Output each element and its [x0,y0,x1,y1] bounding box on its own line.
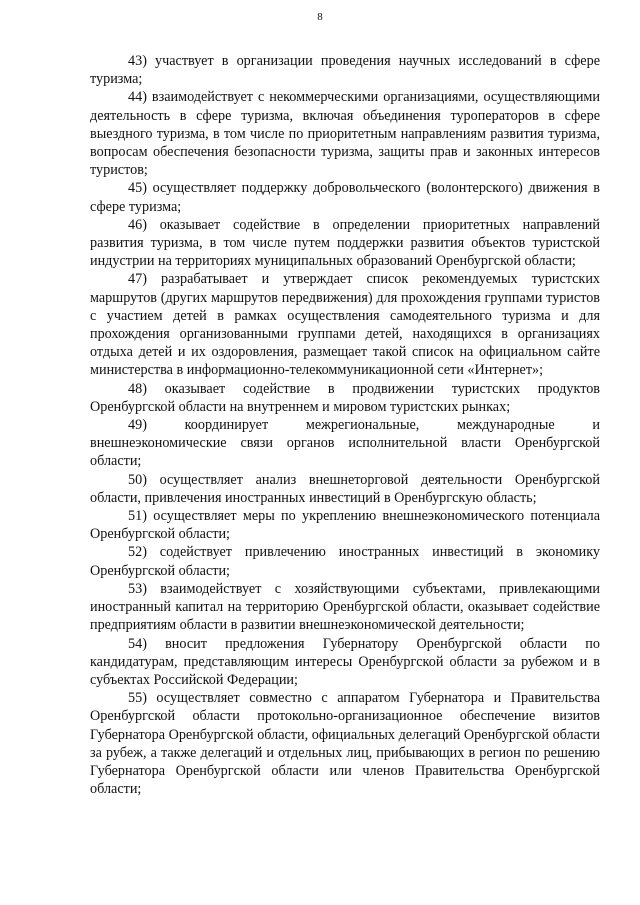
paragraph-54: 54) вносит предложения Губернатору Оренбургской области по кандидатурам, представляющим интересы Оренбургской области за рубежом и в субъектах Российской Федерации; [90,635,600,688]
paragraph-50: 50) осуществляет анализ внешнеторговой деятельности Оренбургской области, привлечения иностранных инвестиций в Оренбургскую область; [90,471,600,506]
paragraph-48: 48) оказывает содействие в продвижении туристских продуктов Оренбургской области на внутреннем и мировом туристских рынках; [90,380,600,415]
paragraph-53: 53) взаимодействует с хозяйствующими субъектами, привлекающими иностранный капитал на территорию Оренбургской области, оказывает содействие предприятиям области в развитии внешнеэкономической деятельности; [90,580,600,634]
paragraph-52: 52) содействует привлечению иностранных инвестиций в экономику Оренбургской области; [90,544,600,579]
paragraph-51: 51) осуществляет меры по укреплению внешнеэкономического потенциала Оренбургской области; [90,508,600,543]
paragraph-43: 43) участвует в организации проведения научных исследований в сфере туризма; [90,53,600,88]
paragraph-45: 45) осуществляет поддержку добровольческого (волонтерского) движения в сфере туризма; [90,180,600,215]
paragraph-55: 55) осуществляет совместно с аппаратом Губернатора и Правительства Оренбургской области протокольно-организационное обеспечение визитов Губернатора Оренбургской области, официальных делегаций Оренбургской области за рубеж, а также делегаций и отдельных лиц, прибывающих в регион по решению Губернатора Оренбургской области или членов Правительства Оренбургской области; [90,690,600,798]
paragraph-49: 49) координирует межрегиональные, международные и внешнеэкономические связи органов исполнительной власти Оренбургской области; [90,417,600,470]
paragraph-46: 46) оказывает содействие в определении приоритетных направлений развития туризма, в том числе путем поддержки развития объектов туристской индустрии на территориях муниципальных образований Оренбургской области; [90,216,600,270]
paragraph-47: 47) разрабатывает и утверждает список рекомендуемых туристских маршрутов (других маршрутов передвижения) для прохождения группами туристов с участием детей в рамках осуществления самодеятельного туризма и для прохождения организованными группами детей, находящихся в организациях отдыха детей и их оздоровления, размещает такой список на официальном сайте министерства в информационно-телекоммуникационной сети «Интернет»; [90,271,600,379]
document-body [90,52,600,798]
page-number: 8 [317,11,323,23]
paragraph-44: 44) взаимодействует с некоммерческими организациями, осуществляющими деятельность в сфере туризма, включая объединения туроператоров в сфере выездного туризма, в том числе по приоритетным направлениям развития туризма, вопросам обеспечения безопасности туризма, защиты прав и законных интересов туристов; [90,89,600,179]
